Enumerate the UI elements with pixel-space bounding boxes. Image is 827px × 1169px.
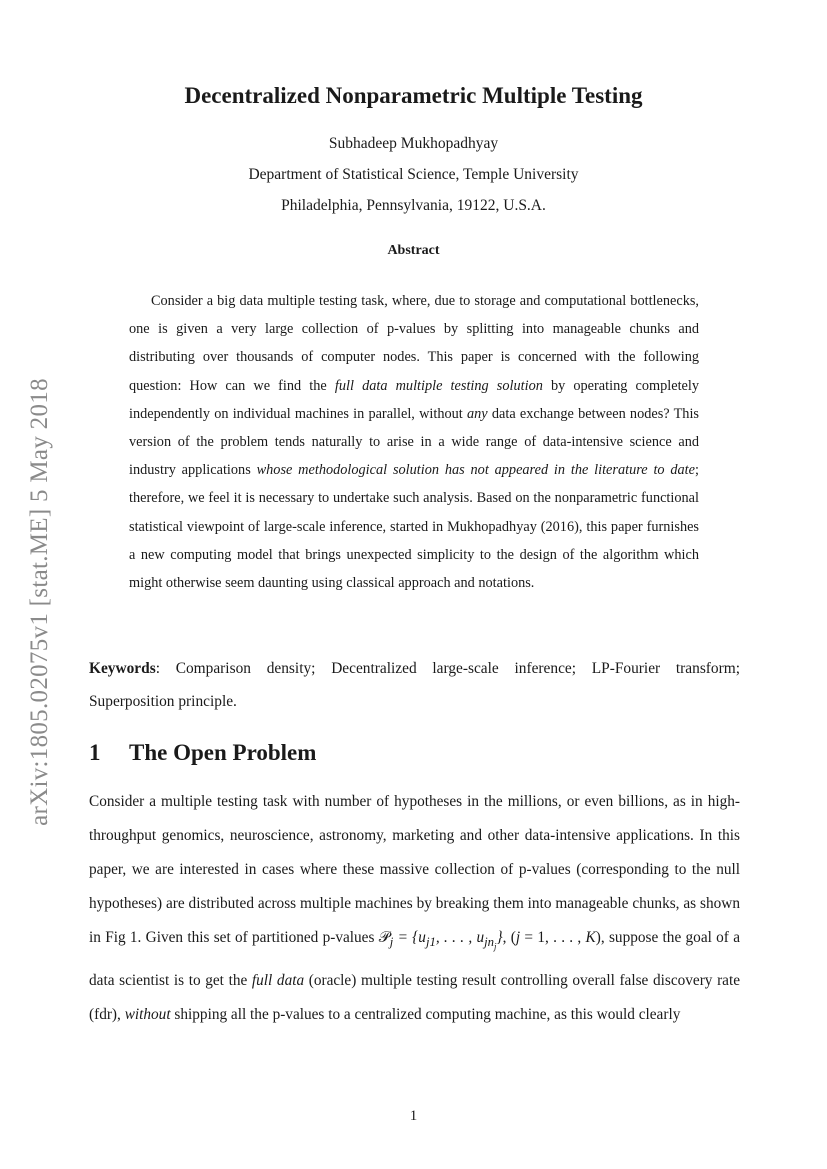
abstract-emphasis: whose methodological solution has not appeared in the literature to date — [256, 462, 696, 479]
abstract-text: by operating completely independently on individual machines in parallel, without — [129, 377, 700, 422]
body-text: (oracle) multiple testing result controlling overall false discovery rate (fdr), — [89, 971, 740, 1023]
abstract-heading: Abstract — [387, 243, 440, 258]
paper-title: Decentralized Nonparametric Multiple Testing — [184, 83, 643, 108]
section-title: The Open Problem — [129, 740, 317, 765]
body-emphasis: full data — [251, 971, 305, 989]
keywords-list: : Comparison density; Decentralized large-scale inference; LP-Fourier transform; Superposition principle. — [89, 660, 740, 710]
abstract-emphasis: any — [467, 405, 488, 422]
abstract-text: ; therefore, we feel it is necessary to undertake such analysis. Based on the nonparametric functional statistical viewpoint of large-scale inference, started in Mukhopadhyay (2016), this paper furnishes a new computing model that brings unexpected simplicity to the design of the algorithm which might otherwise seem daunting using classical approach and notations. — [129, 462, 699, 592]
abstract-body — [129, 287, 699, 597]
keywords-label: Keywords — [89, 660, 156, 677]
abstract-text: Consider a big data multiple testing task, where, due to storage and computational bottlenecks, one is given a very large collection of p-values by splitting into manageable chunks and distributing over thousands of computer nodes. This paper is concerned with the following question: How can we find the — [129, 293, 699, 394]
author-affiliation: Department of Statistical Science, Temple University — [248, 166, 579, 183]
body-text: , suppose the goal of a data scientist is to get the — [89, 929, 740, 989]
keywords-block — [89, 652, 740, 718]
section-heading — [89, 740, 316, 766]
abstract-text: data exchange between nodes? This version of the problem tends naturally to arise in a wide range of data-intensive science and industry applications — [129, 405, 699, 479]
arxiv-identifier-stamp: arXiv:1805.02075v1 [stat.ME] 5 May 2018 — [26, 378, 53, 826]
section-body — [89, 785, 740, 1032]
body-text: shipping all the p-values to a centralized computing machine, as this would clearly — [170, 1005, 681, 1023]
page-number: 1 — [409, 1108, 418, 1124]
inline-math-partition: 𝒫$_j$ = {$u_{j1}$, . . . , $u_{jn_j}$}, (j = 1, . . . , K) — [378, 929, 601, 952]
author-address: Philadelphia, Pennsylvania, 19122, U.S.A. — [281, 197, 546, 214]
abstract-emphasis: full data multiple testing solution — [334, 377, 543, 394]
body-text: Consider a multiple testing task with number of hypotheses in the millions, or even billions, as in high-throughput genomics, neuroscience, astronomy, marketing and other data-intensive applications. In this paper, we are interested in cases where these massive collection of p-values (corresponding to the null hypotheses) are distributed across multiple machines by breaking them into manageable chunks, as shown in Fig 1. Given this set of partitioned p-values — [89, 793, 740, 946]
section-number: 1 — [89, 740, 101, 765]
body-emphasis: without — [124, 1005, 171, 1023]
author-name: Subhadeep Mukhopadhyay — [328, 135, 499, 152]
